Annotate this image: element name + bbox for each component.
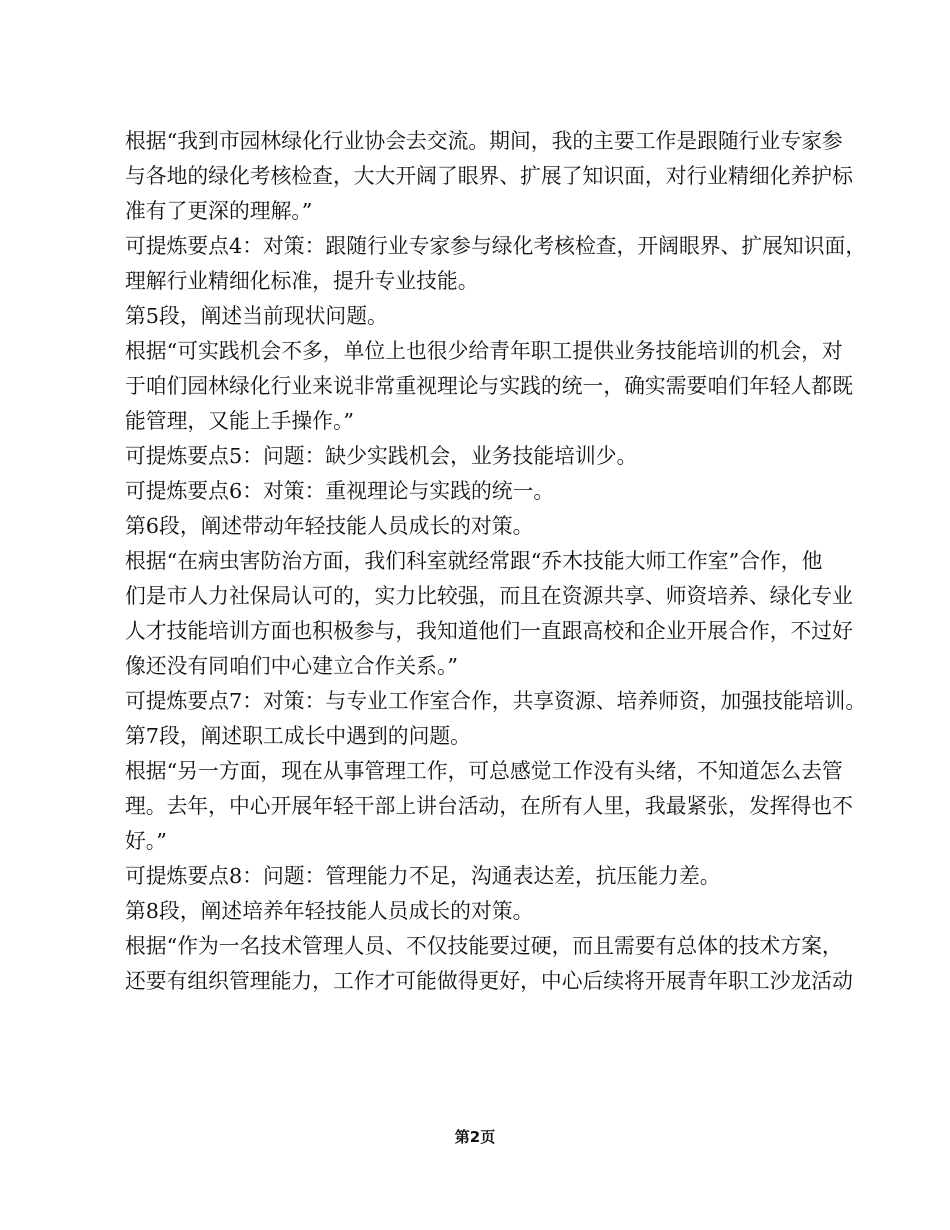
text-line: 根据“可实践机会不多，单位上也很少给青年职工提供业务技能培训的机会，对 xyxy=(125,339,843,363)
text-line: 像还没有同咱们中心建立合作关系。” xyxy=(125,654,458,678)
text-line: 可提炼要点4：对策：跟随行业专家参与绿化考核检查，开阔眼界、扩展知识面， xyxy=(125,234,867,258)
text-line: 还要有组织管理能力，工作才可能做得更好，中心后续将开展青年职工沙龙活动 xyxy=(125,969,853,993)
page-number: 第2页 xyxy=(454,1128,496,1146)
text-line: 根据“在病虫害防治方面，我们科室就经常跟“乔木技能大师工作室”合作，他 xyxy=(125,549,823,573)
text-line: 根据“我到市园林绿化行业协会去交流。期间，我的主要工作是跟随行业专家参 xyxy=(125,129,843,153)
text-line: 理解行业精细化标准，提升专业技能。 xyxy=(125,269,479,293)
text-line: 与各地的绿化考核检查，大大开阔了眼界、扩展了知识面，对行业精细化养护标 xyxy=(125,164,853,188)
text-line: 可提炼要点5：问题：缺少实践机会，业务技能培训少。 xyxy=(125,444,638,468)
document-body xyxy=(125,124,865,999)
text-line: 能管理，又能上手操作。” xyxy=(125,409,354,433)
text-line: 们是市人力社保局认可的，实力比较强，而且在资源共享、师资培养、绿化专业 xyxy=(125,584,853,608)
text-line: 可提炼要点6：对策：重视理论与实践的统一。 xyxy=(125,479,555,503)
text-line: 好。” xyxy=(125,829,167,853)
text-line: 人才技能培训方面也积极参与，我知道他们一直跟高校和企业开展合作，不过好 xyxy=(125,619,853,643)
text-line: 理。去年，中心开展年轻干部上讲台活动，在所有人里，我最紧张，发挥得也不 xyxy=(125,794,853,818)
text-line: 第8段，阐述培养年轻技能人员成长的对策。 xyxy=(125,899,534,923)
text-line: 第5段，阐述当前现状问题。 xyxy=(125,304,388,328)
text-line: 第7段，阐述职工成长中遇到的问题。 xyxy=(125,724,471,748)
text-line: 可提炼要点8：问题：管理能力不足，沟通表达差，抗压能力差。 xyxy=(125,864,721,888)
text-line: 根据“另一方面，现在从事管理工作，可总感觉工作没有头绪，不知道怎么去管 xyxy=(125,759,843,783)
text-line: 准有了更深的理解。” xyxy=(125,199,313,223)
text-line: 第6段，阐述带动年轻技能人员成长的对策。 xyxy=(125,514,534,538)
text-line: 于咱们园林绿化行业来说非常重视理论与实践的统一，确实需要咱们年轻人都既 xyxy=(125,374,853,398)
text-line: 可提炼要点7：对策：与专业工作室合作，共享资源、培养师资，加强技能培训。 xyxy=(125,689,867,713)
text-line: 根据“作为一名技术管理人员、不仅技能要过硬，而且需要有总体的技术方案， xyxy=(125,934,843,958)
